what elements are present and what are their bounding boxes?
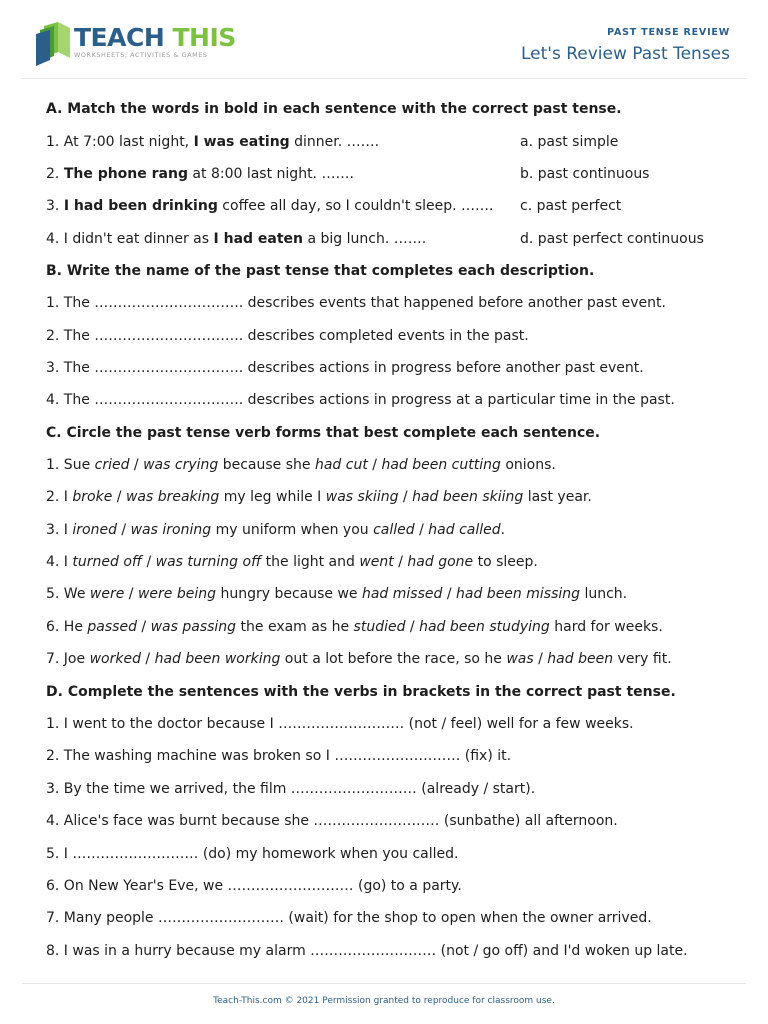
section-c-item: 5. We were / were being hungry because we had missed / had been missing lunch. xyxy=(46,586,628,602)
section-c-item: 7. Joe worked / had been working out a lot before the race, so he was / had been very fit. xyxy=(46,651,672,667)
section-d-heading: D. Complete the sentences with the verbs in brackets in the correct past tense. xyxy=(46,684,676,700)
section-c-heading: C. Circle the past tense verb forms that best complete each sentence. xyxy=(46,425,601,441)
section-a-heading: A. Match the words in bold in each sentence with the correct past tense. xyxy=(46,101,622,117)
logo-word-teach: TEACH xyxy=(74,23,165,52)
teach-this-logo xyxy=(36,22,236,70)
section-a-item: 3. I had been drinking coffee all day, so I couldn't sleep. ……. xyxy=(46,198,494,214)
section-c-item: 2. I broke / was breaking my leg while I was skiing / had been skiing last year. xyxy=(46,489,592,505)
logo-word-this: THIS xyxy=(172,23,236,52)
worksheet-title: Let's Review Past Tenses xyxy=(520,44,730,64)
section-b-item: 4. The ………………………….. describes actions in progress at a particular time in the past. xyxy=(46,392,675,408)
section-d-item: 8. I was in a hurry because my alarm ……………………… (not / go off) and I'd woken up late. xyxy=(46,943,688,959)
section-a-option: a. past simple xyxy=(520,134,619,150)
section-b-item: 3. The ………………………….. describes actions in progress before another past event. xyxy=(46,360,644,376)
section-c-item: 3. I ironed / was ironing my uniform when you called / had called. xyxy=(46,522,506,538)
logo-tagline: WORKSHEETS, ACTIVITIES & GAMES xyxy=(74,51,208,59)
section-d-item: 1. I went to the doctor because I ……………………… (not / feel) well for a few weeks. xyxy=(46,716,634,732)
page-header xyxy=(22,0,746,79)
section-a-item: 4. I didn't eat dinner as I had eaten a big lunch. ……. xyxy=(46,231,427,247)
section-b-heading: B. Write the name of the past tense that completes each description. xyxy=(46,263,595,279)
section-d-item: 7. Many people ……………………… (wait) for the shop to open when the owner arrived. xyxy=(46,910,652,926)
section-d-item: 3. By the time we arrived, the film ……………………… (already / start). xyxy=(46,781,536,797)
section-a-option: b. past continuous xyxy=(520,166,650,182)
section-c-item: 6. He passed / was passing the exam as he studied / had been studying hard for weeks. xyxy=(46,619,663,635)
book-icon xyxy=(36,22,70,66)
section-d-item: 4. Alice's face was burnt because she ……………………… (sunbathe) all afternoon. xyxy=(46,813,618,829)
section-a-option: d. past perfect continuous xyxy=(520,231,704,247)
footer-divider xyxy=(22,983,746,984)
section-a-item: 2. The phone rang at 8:00 last night. ……. xyxy=(46,166,354,182)
section-b-item: 1. The ………………………….. describes events that happened before another past event. xyxy=(46,295,666,311)
section-a-option: c. past perfect xyxy=(520,198,622,214)
worksheet-kicker: PAST TENSE REVIEW xyxy=(607,27,730,38)
section-b-item: 2. The ………………………….. describes completed events in the past. xyxy=(46,328,529,344)
section-d-item: 5. I ……………………… (do) my homework when you called. xyxy=(46,846,459,862)
section-d-item: 2. The washing machine was broken so I ……………………… (fix) it. xyxy=(46,748,512,764)
section-c-item: 4. I turned off / was turning off the light and went / had gone to sleep. xyxy=(46,554,538,570)
section-d-item: 6. On New Year's Eve, we ……………………… (go) to a party. xyxy=(46,878,462,894)
section-a-item: 1. At 7:00 last night, I was eating dinner. ……. xyxy=(46,134,380,150)
section-c-item: 1. Sue cried / was crying because she had cut / had been cutting onions. xyxy=(46,457,556,473)
footer-copyright: Teach-This.com © 2021 Permission granted to reproduce for classroom use. xyxy=(213,996,555,1006)
